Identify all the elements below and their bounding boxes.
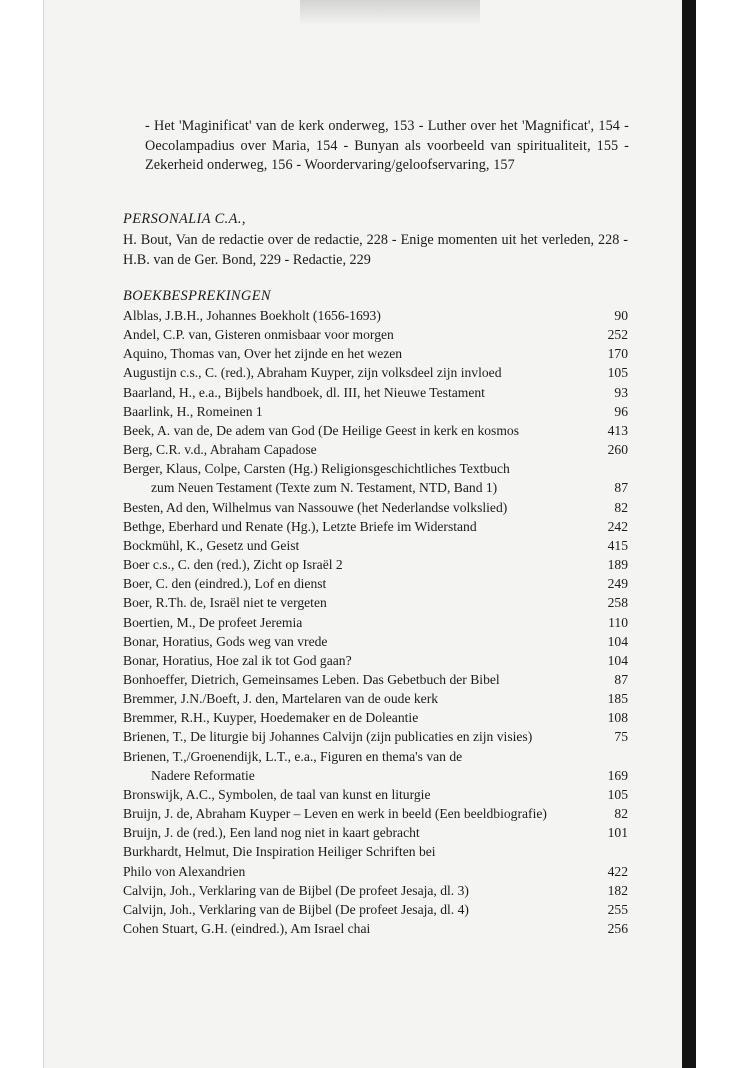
- entry-title: Besten, Ad den, Wilhelmus van Nassouwe (het Nederlandse volkslied): [123, 499, 508, 515]
- list-item: [123, 536, 628, 555]
- entry-page-number: 189: [607, 557, 628, 573]
- entry-title: Philo von Alexandrien: [123, 863, 246, 879]
- entry-page-number: 105: [607, 365, 628, 381]
- entry-title: Bremmer, R.H., Kuyper, Hoedemaker en de Doleantie: [123, 710, 419, 726]
- list-item: [123, 670, 628, 689]
- entry-page-number: 75: [614, 729, 628, 745]
- list-item: [123, 555, 628, 574]
- list-item: [123, 344, 628, 363]
- list-item: [123, 708, 628, 727]
- entry-title: Bronswijk, A.C., Symbolen, de taal van kunst en liturgie: [123, 786, 431, 802]
- list-item: [123, 632, 628, 651]
- entry-page-number: 422: [607, 863, 628, 879]
- entry-page-number: 260: [607, 442, 628, 458]
- entry-title: Boer c.s., C. den (red.), Zicht op Israël 2: [123, 557, 343, 573]
- entry-title: Andel, C.P. van, Gisteren onmisbaar voor morgen: [123, 327, 394, 343]
- list-item: [123, 383, 628, 402]
- entry-title: Cohen Stuart, G.H. (eindred.), Am Israel chai: [123, 921, 371, 936]
- list-item: [123, 478, 628, 497]
- entry-page-number: 87: [614, 671, 628, 687]
- entry-page-number: 108: [607, 710, 628, 726]
- entry-page-number: 182: [607, 882, 628, 898]
- list-item: [123, 823, 628, 842]
- entry-title: Calvijn, Joh., Verklaring van de Bijbel (De profeet Jesaja, dl. 3): [123, 882, 469, 898]
- entry-title: Baarland, H., e.a., Bijbels handboek, dl. III, het Nieuwe Testament: [123, 384, 485, 400]
- entry-title: Bonar, Horatius, Gods weg van vrede: [123, 633, 328, 649]
- entry-page-number: 87: [614, 480, 628, 496]
- entry-page-number: 104: [607, 633, 628, 649]
- list-item: [123, 498, 628, 517]
- list-item: [123, 421, 628, 440]
- entry-title: Boertien, M., De profeet Jeremia: [123, 614, 303, 630]
- binding-edge: [682, 0, 696, 1068]
- entry-title: Brienen, T.,/Groenendijk, L.T., e.a., Figuren en thema's van de: [123, 748, 463, 764]
- entry-page-number: 105: [607, 786, 628, 802]
- list-item: [123, 651, 628, 670]
- entry-page-number: 169: [607, 767, 628, 783]
- entry-page-number: 249: [607, 576, 628, 592]
- entry-title: Bockmühl, K., Gesetz und Geist: [123, 537, 300, 553]
- entry-title: Bonhoeffer, Dietrich, Gemeinsames Leben. Das Gebetbuch der Bibel: [123, 671, 500, 687]
- entry-page-number: 252: [607, 327, 628, 343]
- entry-title: Aquino, Thomas van, Over het zijnde en het wezen: [123, 346, 403, 362]
- entry-page-number: 256: [607, 921, 628, 936]
- list-item: [123, 517, 628, 536]
- list-item: [123, 593, 628, 612]
- list-item: [123, 747, 628, 766]
- entry-title: Bonar, Horatius, Hoe zal ik tot God gaan?: [123, 652, 352, 668]
- entry-title: Boer, R.Th. de, Israël niet te vergeten: [123, 595, 327, 611]
- entry-page-number: 93: [614, 384, 628, 400]
- entry-title: Bremmer, J.N./Boeft, J. den, Martelaren van de oude kerk: [123, 691, 439, 707]
- list-item: [123, 325, 628, 344]
- entry-page-number: 101: [607, 825, 628, 841]
- entry-page-number: 104: [607, 652, 628, 668]
- entry-page-number: 413: [607, 422, 628, 438]
- entry-title: Augustijn c.s., C. (red.), Abraham Kuyper, zijn volksdeel zijn invloed: [123, 365, 502, 381]
- intro-paragraph: - Het 'Maginificat' van de kerk onderweg, 153 - Luther over het 'Magnificat', 154 - Oecolampadius over Maria, 154 - Bunyan als voorbeeld van spiritualiteit, 155 - Zekerheid onderweg, 156 - Woordervaring/geloofservaring, 157: [145, 118, 629, 173]
- list-item: [123, 919, 628, 938]
- list-item: [123, 881, 628, 900]
- list-item: [123, 766, 628, 785]
- entry-page-number: 415: [607, 537, 628, 553]
- entry-page-number: 255: [607, 901, 628, 917]
- scan-smudge: [300, 0, 480, 26]
- entry-page-number: 185: [607, 691, 628, 707]
- book-review-list: [123, 306, 628, 938]
- list-item: [123, 842, 628, 861]
- entry-page-number: 82: [614, 499, 628, 515]
- list-item: [123, 363, 628, 382]
- entry-page-number: 258: [607, 595, 628, 611]
- personalia-text: H. Bout, Van de redactie over de redactie, 228 - Enige momenten uit het verleden, 228 - H.B. van de Ger. Bond, 229 - Redactie, 229: [123, 232, 628, 268]
- entry-title: Burkhardt, Helmut, Die Inspiration Heiliger Schriften bei: [123, 844, 436, 860]
- entry-page-number: 170: [607, 346, 628, 362]
- entry-title: Calvijn, Joh., Verklaring van de Bijbel (De profeet Jesaja, dl. 4): [123, 901, 469, 917]
- list-item: [123, 727, 628, 746]
- entry-page-number: 110: [608, 614, 628, 630]
- list-item: [123, 785, 628, 804]
- list-item: [123, 459, 628, 478]
- list-item: [123, 900, 628, 919]
- entry-page-number: 82: [614, 806, 628, 822]
- entry-page-number: 242: [607, 518, 628, 534]
- entry-page-number: 96: [614, 403, 628, 419]
- list-item: [123, 574, 628, 593]
- entry-page-number: 90: [614, 308, 628, 323]
- entry-title: Berger, Klaus, Colpe, Carsten (Hg.) Religionsgeschichtliches Textbuch: [123, 461, 510, 477]
- list-item: [123, 306, 628, 325]
- entry-title: Bruijn, J. de (red.), Een land nog niet in kaart gebracht: [123, 825, 420, 841]
- entry-title: Bethge, Eberhard und Renate (Hg.), Letzte Briefe im Widerstand: [123, 518, 477, 534]
- list-item: [123, 440, 628, 459]
- list-item: [123, 402, 628, 421]
- entry-title: Alblas, J.B.H., Johannes Boekholt (1656-1693): [123, 308, 381, 323]
- entry-title: Nadere Reformatie: [151, 767, 255, 783]
- entry-title: Beek, A. van de, De adem van God (De Heilige Geest in kerk en kosmos: [123, 422, 519, 438]
- list-item: [123, 804, 628, 823]
- list-item: [123, 613, 628, 632]
- entry-title: Bruijn, J. de, Abraham Kuyper – Leven en werk in beeld (Een beeldbiografie): [123, 806, 547, 822]
- entry-title: Berg, C.R. v.d., Abraham Capadose: [123, 442, 317, 458]
- entry-title: Brienen, T., De liturgie bij Johannes Calvijn (zijn publicaties en zijn visies): [123, 729, 533, 745]
- list-item: [123, 862, 628, 881]
- entry-title: Baarlink, H., Romeinen 1: [123, 403, 263, 419]
- boekbesprekingen-heading: BOEKBESPREKINGEN: [123, 288, 271, 304]
- list-item: [123, 689, 628, 708]
- entry-title: Boer, C. den (eindred.), Lof en dienst: [123, 576, 327, 592]
- personalia-heading: PERSONALIA C.A.,: [123, 211, 246, 227]
- entry-title: zum Neuen Testament (Texte zum N. Testament, NTD, Band 1): [151, 480, 498, 496]
